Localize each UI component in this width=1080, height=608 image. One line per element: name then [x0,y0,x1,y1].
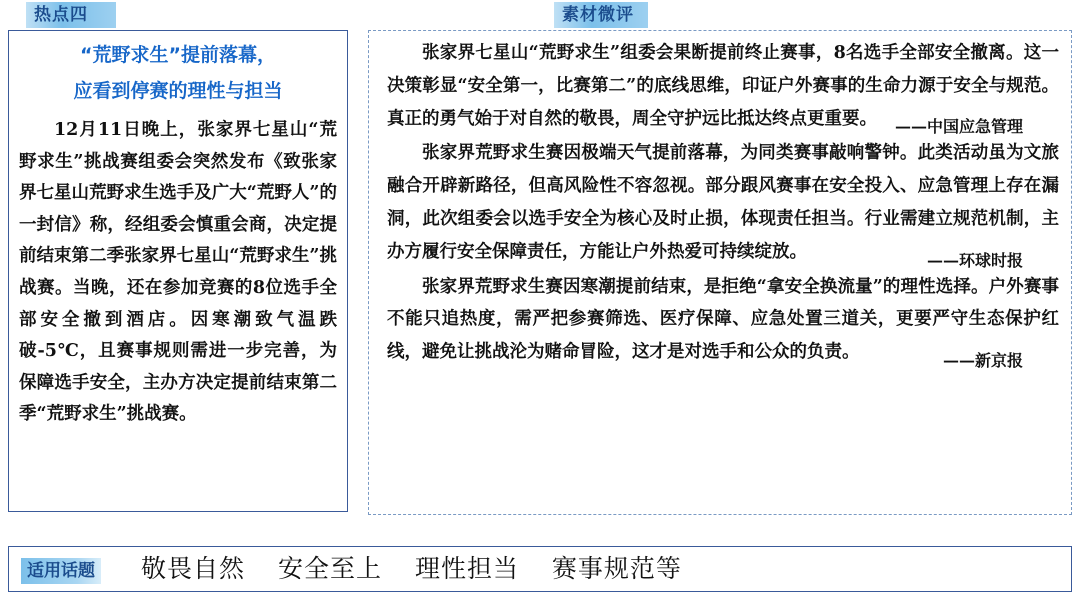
section-tag-hotspot: 热点四 [26,2,116,28]
comment-block [387,271,1059,369]
comment-source: ——中国应急管理 [894,117,1023,137]
hotspot-body: 12月11日晚上，张家界七星山“荒野求生”挑战赛组委会突然发布《致张家界七星山荒野求生选手及广大“荒野人”的一封信》称，经组委会慎重会商，决定提前结束第二季张家界七星山“荒野求生”挑战赛。当晚，还在参加竞赛的8位选手全部安全撤到酒店。因寒潮致气温跌破-5℃，且赛事规则需进一步完善，为保障选手安全，主办方决定提前结束第二季“荒野求生”挑战赛。 [19,120,337,425]
topic-item: 理性担当 [414,554,519,583]
hotspot-title-line2: 应看到停赛的理性与担当 [73,80,283,102]
hotspot-title-line1: “荒野求生”提前落幕， [80,44,276,66]
topic-item: 赛事规范等 [551,554,682,583]
comment-source: ——新京报 [942,350,1023,370]
topics-list [141,551,706,587]
comment-text: 张家界七星山“荒野求生”组委会果断提前终止赛事，8名选手全部安全撤离。这一决策彰显“安全第一，比赛第二”的底线思维，印证户外赛事的生命力源于安全与规范。真正的勇气始于对自然的敬畏，周全守护远比抵达终点更重要。 [387,43,1059,129]
topics-bar [8,546,1072,592]
comments-panel [368,30,1072,515]
comment-block [387,137,1059,268]
topics-tag: 适用话题 [21,558,101,584]
section-tag-comments: 素材微评 [554,2,648,28]
comment-block [387,37,1059,135]
comment-text: 张家界荒野求生赛因极端天气提前落幕，为同类赛事敲响警钟。此类活动虽为文旅融合开辟新路径，但高风险性不容忽视。部分跟风赛事在安全投入、应急管理上存在漏洞，此次组委会以选手安全为核心及时止损，体现责任担当。行业需建立规范机制，主办方履行安全保障责任，方能让户外热爱可持续绽放。 [387,143,1059,262]
topic-item: 安全至上 [277,554,382,583]
comment-text: 张家界荒野求生赛因寒潮提前结束，是拒绝“拿安全换流量”的理性选择。户外赛事不能只追热度，需严把参赛筛选、医疗保障、应急处置三道关，更要严守生态保护红线，避免让挑战沦为赌命冒险，这才是对选手和公众的负责。 [387,276,1059,363]
comment-source: ——环球时报 [926,250,1023,270]
hotspot-panel [8,30,348,512]
topic-item: 敬畏自然 [141,554,246,583]
